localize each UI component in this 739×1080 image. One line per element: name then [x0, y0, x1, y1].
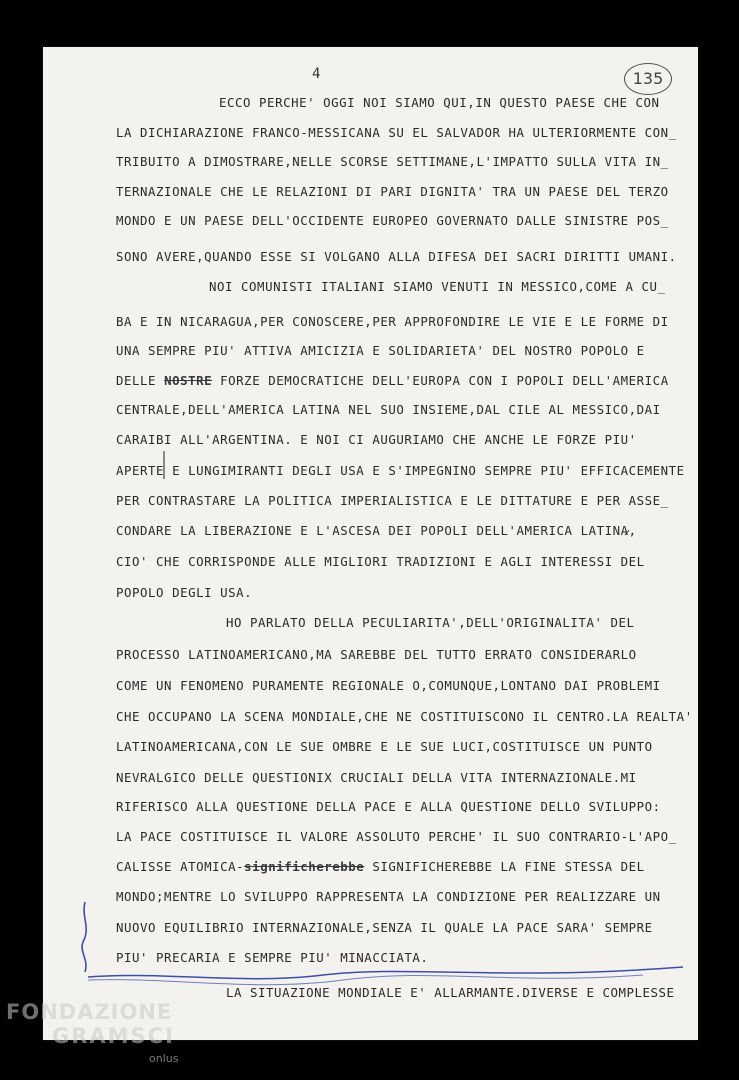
text-line: LA PACE COSTITUISCE IL VALORE ASSOLUTO PERCHE' IL SUO CONTRARIO-L'APO_	[116, 829, 677, 844]
document-page	[43, 47, 698, 1040]
text-line: LATINOAMERICANA,CON LE SUE OMBRE E LE SUE LUCI,COSTITUISCE UN PUNTO	[116, 739, 653, 754]
watermark-line-1: FONDAZIONE	[6, 1000, 173, 1024]
struck-word: significherebbe	[244, 859, 365, 874]
watermark-line-3: onlus	[149, 1052, 179, 1065]
text-line: CHE OCCUPANO LA SCENA MONDIALE,CHE NE COSTITUISCONO IL CENTRO.LA REALTA'	[116, 709, 693, 724]
text-line: PIU' PRECARIA E SEMPRE PIU' MINACCIATA.	[116, 950, 429, 965]
underline-pen-mark	[88, 967, 683, 979]
text-line: CENTRALE,DELL'AMERICA LATINA NEL SUO INSIEME,DAL CILE AL MESSICO,DAI	[116, 402, 661, 417]
line-rest: FORZE DEMOCRATICHE DELL'EUROPA CON I POPOLI DELL'AMERICA	[220, 373, 669, 388]
archive-number-stamp: 135	[624, 63, 672, 95]
text-line: ECCO PERCHE' OGGI NOI SIAMO QUI,IN QUESTO PAESE CHE CON	[219, 95, 660, 110]
text-line: UNA SEMPRE PIU' ATTIVA AMICIZIA E SOLIDARIETA' DEL NOSTRO POPOLO E	[116, 343, 645, 358]
text-line: BA E IN NICARAGUA,PER CONOSCERE,PER APPROFONDIRE LE VIE E LE FORME DI	[116, 314, 669, 329]
margin-pen-mark	[82, 902, 86, 972]
line-prefix: CALISSE ATOMICA-	[116, 859, 245, 874]
text-line: PER CONTRASTARE LA POLITICA IMPERIALISTICA E LE DITTATURE E PER ASSE_	[116, 493, 669, 508]
text-line: PROCESSO LATINOAMERICANO,MA SAREBBE DEL TUTTO ERRATO CONSIDERARLO	[116, 647, 637, 662]
handwritten-marks	[43, 47, 698, 1040]
text-line: HO PARLATO DELLA PECULIARITA',DELL'ORIGINALITA' DEL	[226, 615, 635, 630]
text-line: TRIBUITO A DIMOSTRARE,NELLE SCORSE SETTIMANE,L'IMPATTO SULLA VITA IN_	[116, 154, 669, 169]
text-line: LA DICHIARAZIONE FRANCO-MESSICANA SU EL SALVADOR HA ULTERIORMENTE CON_	[116, 125, 677, 140]
line-prefix: DELLE	[116, 373, 157, 388]
text-line: NUOVO EQUILIBRIO INTERNAZIONALE,SENZA IL QUALE LA PACE SARA' SEMPRE	[116, 920, 653, 935]
text-line: POPOLO DEGLI USA.	[116, 585, 253, 600]
footer-line: LA SITUAZIONE MONDIALE E' ALLARMANTE.DIVERSE E COMPLESSE	[226, 985, 675, 1000]
text-line: MONDO;MENTRE LO SVILUPPO RAPPRESENTA LA CONDIZIONE PER REALIZZARE UN	[116, 889, 661, 904]
line-rest: SIGNIFICHEREBBE LA FINE STESSA DEL	[372, 859, 645, 874]
comma-mark	[625, 530, 629, 535]
text-line: CIO' CHE CORRISPONDE ALLE MIGLIORI TRADIZIONI E AGLI INTERESSI DEL	[116, 554, 645, 569]
page-number: 4	[312, 66, 321, 82]
text-line: APERTE E LUNGIMIRANTI DEGLI USA E S'IMPEGNINO SEMPRE PIU' EFFICACEMENTE	[116, 463, 685, 478]
text-line: CARAIBI ALL'ARGENTINA. E NOI CI AUGURIAMO CHE ANCHE LE FORZE PIU'	[116, 432, 637, 447]
watermark-line-2: GRAMSCI	[52, 1024, 175, 1048]
text-line: SONO AVERE,QUANDO ESSE SI VOLGANO ALLA DIFESA DEI SACRI DIRITTI UMANI.	[116, 249, 677, 264]
struck-word: NOSTRE	[164, 373, 213, 388]
text-line: MONDO E UN PAESE DELL'OCCIDENTE EUROPEO GOVERNATO DALLE SINISTRE POS_	[116, 213, 669, 228]
text-line: NOI COMUNISTI ITALIANI SIAMO VENUTI IN MESSICO,COME A CU_	[209, 279, 666, 294]
text-line: TERNAZIONALE CHE LE RELAZIONI DI PARI DIGNITA' TRA UN PAESE DEL TERZO	[116, 184, 669, 199]
text-line: CONDARE LA LIBERAZIONE E L'ASCESA DEI POPOLI DELL'AMERICA LATINA,	[116, 523, 637, 538]
text-line: NEVRALGICO DELLE QUESTIONIX CRUCIALI DELLA VITA INTERNAZIONALE.MI	[116, 770, 637, 785]
text-line: COME UN FENOMENO PURAMENTE REGIONALE O,COMUNQUE,LONTANO DAI PROBLEMI	[116, 678, 661, 693]
text-line: RIFERISCO ALLA QUESTIONE DELLA PACE E ALLA QUESTIONE DELLO SVILUPPO:	[116, 799, 661, 814]
